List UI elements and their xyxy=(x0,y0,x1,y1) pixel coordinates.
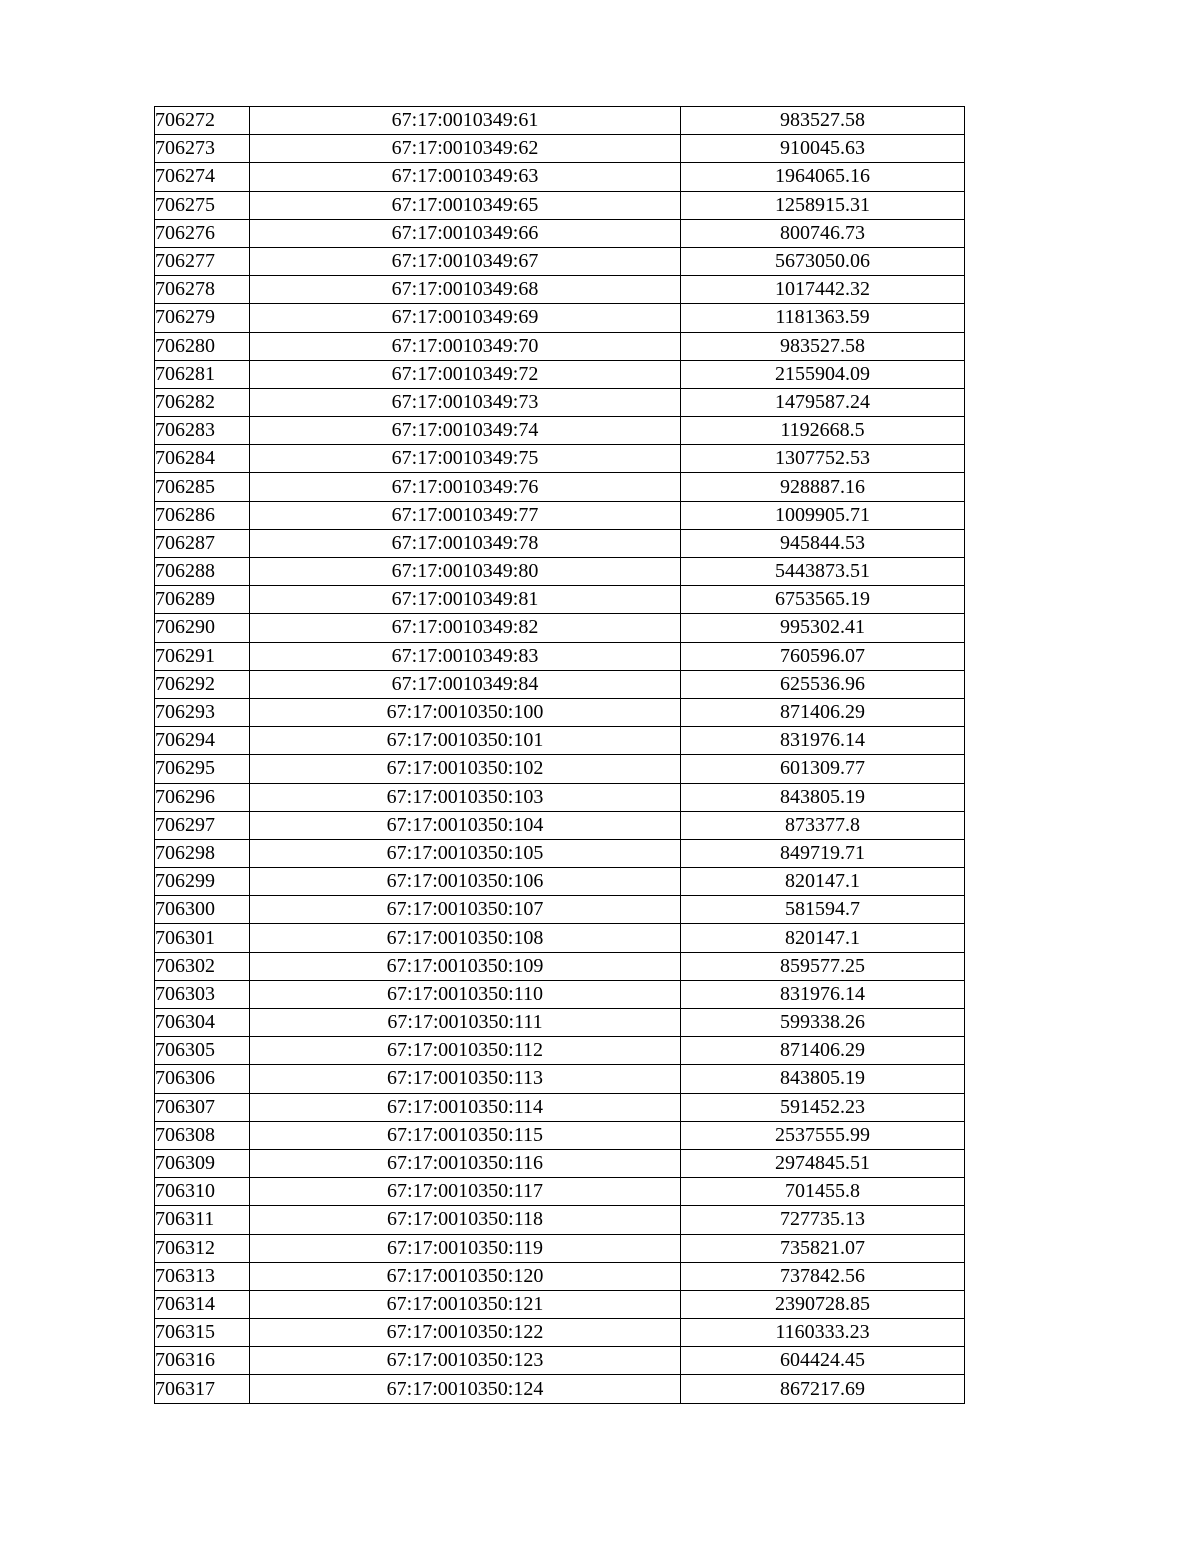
cadastral-number-cell: 67:17:0010350:107 xyxy=(250,896,681,924)
cadastral-value-cell: 820147.1 xyxy=(681,924,965,952)
table-row xyxy=(155,107,965,135)
cadastral-number-cell: 67:17:0010350:102 xyxy=(250,755,681,783)
row-number-cell: 706317 xyxy=(155,1375,250,1403)
cadastral-number-cell: 67:17:0010349:74 xyxy=(250,417,681,445)
table-row xyxy=(155,445,965,473)
cadastral-value-cell: 910045.63 xyxy=(681,135,965,163)
cadastral-value-cell: 1479587.24 xyxy=(681,388,965,416)
row-number-cell: 706300 xyxy=(155,896,250,924)
table-row xyxy=(155,952,965,980)
table-row xyxy=(155,755,965,783)
row-number-cell: 706312 xyxy=(155,1234,250,1262)
table-row xyxy=(155,1206,965,1234)
cadastral-number-cell: 67:17:0010350:111 xyxy=(250,1009,681,1037)
cadastral-number-cell: 67:17:0010350:105 xyxy=(250,839,681,867)
row-number-cell: 706316 xyxy=(155,1347,250,1375)
cadastral-value-cell: 873377.8 xyxy=(681,811,965,839)
row-number-cell: 706276 xyxy=(155,219,250,247)
row-number-cell: 706299 xyxy=(155,868,250,896)
row-number-cell: 706280 xyxy=(155,332,250,360)
row-number-cell: 706282 xyxy=(155,388,250,416)
cadastral-number-cell: 67:17:0010350:118 xyxy=(250,1206,681,1234)
cadastral-value-cell: 945844.53 xyxy=(681,529,965,557)
row-number-cell: 706293 xyxy=(155,698,250,726)
row-number-cell: 706314 xyxy=(155,1290,250,1318)
cadastral-value-cell: 2974845.51 xyxy=(681,1149,965,1177)
cadastral-number-cell: 67:17:0010350:104 xyxy=(250,811,681,839)
cadastral-value-cell: 1258915.31 xyxy=(681,191,965,219)
cadastral-value-cell: 735821.07 xyxy=(681,1234,965,1262)
cadastral-value-cell: 843805.19 xyxy=(681,783,965,811)
cadastral-number-cell: 67:17:0010350:114 xyxy=(250,1093,681,1121)
row-number-cell: 706313 xyxy=(155,1262,250,1290)
cadastral-number-cell: 67:17:0010349:62 xyxy=(250,135,681,163)
cadastral-value-cell: 2537555.99 xyxy=(681,1121,965,1149)
cadastral-value-cell: 871406.29 xyxy=(681,698,965,726)
table-row xyxy=(155,1234,965,1262)
row-number-cell: 706292 xyxy=(155,670,250,698)
table-body xyxy=(155,107,965,1404)
cadastral-number-cell: 67:17:0010350:100 xyxy=(250,698,681,726)
table-row xyxy=(155,1065,965,1093)
table-row xyxy=(155,783,965,811)
table-row xyxy=(155,698,965,726)
cadastral-value-cell: 599338.26 xyxy=(681,1009,965,1037)
table-row xyxy=(155,360,965,388)
cadastral-value-cell: 701455.8 xyxy=(681,1178,965,1206)
cadastral-number-cell: 67:17:0010350:123 xyxy=(250,1347,681,1375)
cadastral-number-cell: 67:17:0010349:67 xyxy=(250,247,681,275)
cadastral-value-cell: 6753565.19 xyxy=(681,586,965,614)
row-number-cell: 706286 xyxy=(155,501,250,529)
row-number-cell: 706311 xyxy=(155,1206,250,1234)
cadastral-number-cell: 67:17:0010349:70 xyxy=(250,332,681,360)
table-row xyxy=(155,1319,965,1347)
row-number-cell: 706294 xyxy=(155,727,250,755)
cadastral-number-cell: 67:17:0010350:103 xyxy=(250,783,681,811)
table-row xyxy=(155,811,965,839)
table-row xyxy=(155,332,965,360)
table-row xyxy=(155,614,965,642)
row-number-cell: 706283 xyxy=(155,417,250,445)
cadastral-number-cell: 67:17:0010350:116 xyxy=(250,1149,681,1177)
cadastral-value-cell: 1192668.5 xyxy=(681,417,965,445)
row-number-cell: 706273 xyxy=(155,135,250,163)
cadastral-value-cell: 760596.07 xyxy=(681,642,965,670)
row-number-cell: 706306 xyxy=(155,1065,250,1093)
cadastral-value-cell: 625536.96 xyxy=(681,670,965,698)
row-number-cell: 706284 xyxy=(155,445,250,473)
table-row xyxy=(155,219,965,247)
cadastral-number-cell: 67:17:0010350:120 xyxy=(250,1262,681,1290)
cadastral-number-cell: 67:17:0010350:124 xyxy=(250,1375,681,1403)
cadastral-value-cell: 995302.41 xyxy=(681,614,965,642)
cadastral-value-cell: 867217.69 xyxy=(681,1375,965,1403)
row-number-cell: 706310 xyxy=(155,1178,250,1206)
cadastral-number-cell: 67:17:0010350:112 xyxy=(250,1037,681,1065)
row-number-cell: 706297 xyxy=(155,811,250,839)
table-row xyxy=(155,1093,965,1121)
row-number-cell: 706301 xyxy=(155,924,250,952)
cadastral-value-table xyxy=(154,106,965,1404)
cadastral-number-cell: 67:17:0010350:109 xyxy=(250,952,681,980)
cadastral-value-cell: 831976.14 xyxy=(681,727,965,755)
cadastral-number-cell: 67:17:0010349:81 xyxy=(250,586,681,614)
row-number-cell: 706291 xyxy=(155,642,250,670)
table-row xyxy=(155,304,965,332)
table-row xyxy=(155,1009,965,1037)
table-row xyxy=(155,1178,965,1206)
cadastral-value-cell: 2155904.09 xyxy=(681,360,965,388)
cadastral-number-cell: 67:17:0010350:119 xyxy=(250,1234,681,1262)
table-row xyxy=(155,727,965,755)
cadastral-number-cell: 67:17:0010350:110 xyxy=(250,980,681,1008)
cadastral-number-cell: 67:17:0010349:61 xyxy=(250,107,681,135)
table-row xyxy=(155,586,965,614)
cadastral-value-cell: 604424.45 xyxy=(681,1347,965,1375)
cadastral-number-cell: 67:17:0010349:69 xyxy=(250,304,681,332)
cadastral-value-cell: 1964065.16 xyxy=(681,163,965,191)
table-row xyxy=(155,1037,965,1065)
cadastral-value-cell: 1017442.32 xyxy=(681,276,965,304)
table-row xyxy=(155,1262,965,1290)
row-number-cell: 706277 xyxy=(155,247,250,275)
cadastral-number-cell: 67:17:0010349:83 xyxy=(250,642,681,670)
cadastral-number-cell: 67:17:0010350:117 xyxy=(250,1178,681,1206)
cadastral-value-cell: 2390728.85 xyxy=(681,1290,965,1318)
cadastral-number-cell: 67:17:0010349:84 xyxy=(250,670,681,698)
cadastral-value-cell: 581594.7 xyxy=(681,896,965,924)
cadastral-value-cell: 1181363.59 xyxy=(681,304,965,332)
cadastral-value-cell: 5443873.51 xyxy=(681,558,965,586)
cadastral-number-cell: 67:17:0010350:108 xyxy=(250,924,681,952)
cadastral-number-cell: 67:17:0010349:78 xyxy=(250,529,681,557)
table-row xyxy=(155,1121,965,1149)
row-number-cell: 706309 xyxy=(155,1149,250,1177)
table-row xyxy=(155,417,965,445)
table-row xyxy=(155,1290,965,1318)
cadastral-number-cell: 67:17:0010349:77 xyxy=(250,501,681,529)
cadastral-value-cell: 820147.1 xyxy=(681,868,965,896)
table-row xyxy=(155,868,965,896)
cadastral-number-cell: 67:17:0010349:72 xyxy=(250,360,681,388)
row-number-cell: 706305 xyxy=(155,1037,250,1065)
cadastral-value-cell: 871406.29 xyxy=(681,1037,965,1065)
cadastral-number-cell: 67:17:0010349:66 xyxy=(250,219,681,247)
table-row xyxy=(155,247,965,275)
row-number-cell: 706287 xyxy=(155,529,250,557)
table-row xyxy=(155,191,965,219)
row-number-cell: 706289 xyxy=(155,586,250,614)
row-number-cell: 706275 xyxy=(155,191,250,219)
cadastral-value-cell: 737842.56 xyxy=(681,1262,965,1290)
table-row xyxy=(155,924,965,952)
cadastral-value-cell: 983527.58 xyxy=(681,332,965,360)
cadastral-value-cell: 5673050.06 xyxy=(681,247,965,275)
table-row xyxy=(155,1347,965,1375)
cadastral-value-cell: 983527.58 xyxy=(681,107,965,135)
cadastral-number-cell: 67:17:0010349:63 xyxy=(250,163,681,191)
cadastral-value-cell: 928887.16 xyxy=(681,473,965,501)
cadastral-value-cell: 1307752.53 xyxy=(681,445,965,473)
row-number-cell: 706279 xyxy=(155,304,250,332)
cadastral-value-cell: 1009905.71 xyxy=(681,501,965,529)
row-number-cell: 706298 xyxy=(155,839,250,867)
table-row xyxy=(155,163,965,191)
cadastral-value-cell: 601309.77 xyxy=(681,755,965,783)
row-number-cell: 706272 xyxy=(155,107,250,135)
cadastral-value-cell: 727735.13 xyxy=(681,1206,965,1234)
row-number-cell: 706308 xyxy=(155,1121,250,1149)
row-number-cell: 706304 xyxy=(155,1009,250,1037)
row-number-cell: 706302 xyxy=(155,952,250,980)
row-number-cell: 706295 xyxy=(155,755,250,783)
table-row xyxy=(155,980,965,1008)
cadastral-number-cell: 67:17:0010350:121 xyxy=(250,1290,681,1318)
row-number-cell: 706288 xyxy=(155,558,250,586)
table-row xyxy=(155,839,965,867)
cadastral-number-cell: 67:17:0010350:101 xyxy=(250,727,681,755)
table-row xyxy=(155,473,965,501)
cadastral-number-cell: 67:17:0010350:113 xyxy=(250,1065,681,1093)
cadastral-value-cell: 831976.14 xyxy=(681,980,965,1008)
row-number-cell: 706281 xyxy=(155,360,250,388)
cadastral-value-cell: 591452.23 xyxy=(681,1093,965,1121)
table-row xyxy=(155,388,965,416)
cadastral-value-cell: 1160333.23 xyxy=(681,1319,965,1347)
cadastral-value-cell: 859577.25 xyxy=(681,952,965,980)
cadastral-number-cell: 67:17:0010350:106 xyxy=(250,868,681,896)
cadastral-number-cell: 67:17:0010349:82 xyxy=(250,614,681,642)
cadastral-number-cell: 67:17:0010349:80 xyxy=(250,558,681,586)
row-number-cell: 706290 xyxy=(155,614,250,642)
cadastral-number-cell: 67:17:0010349:73 xyxy=(250,388,681,416)
table-row xyxy=(155,501,965,529)
cadastral-value-cell: 849719.71 xyxy=(681,839,965,867)
table-row xyxy=(155,642,965,670)
table-row xyxy=(155,135,965,163)
cadastral-value-cell: 800746.73 xyxy=(681,219,965,247)
row-number-cell: 706285 xyxy=(155,473,250,501)
row-number-cell: 706307 xyxy=(155,1093,250,1121)
table-row xyxy=(155,529,965,557)
row-number-cell: 706296 xyxy=(155,783,250,811)
cadastral-number-cell: 67:17:0010349:75 xyxy=(250,445,681,473)
row-number-cell: 706303 xyxy=(155,980,250,1008)
table-row xyxy=(155,276,965,304)
cadastral-number-cell: 67:17:0010349:68 xyxy=(250,276,681,304)
table-row xyxy=(155,1375,965,1403)
cadastral-number-cell: 67:17:0010350:122 xyxy=(250,1319,681,1347)
table-row xyxy=(155,1149,965,1177)
row-number-cell: 706274 xyxy=(155,163,250,191)
table-row xyxy=(155,896,965,924)
row-number-cell: 706278 xyxy=(155,276,250,304)
table-row xyxy=(155,670,965,698)
cadastral-value-cell: 843805.19 xyxy=(681,1065,965,1093)
cadastral-number-cell: 67:17:0010349:65 xyxy=(250,191,681,219)
table-row xyxy=(155,558,965,586)
cadastral-number-cell: 67:17:0010349:76 xyxy=(250,473,681,501)
cadastral-number-cell: 67:17:0010350:115 xyxy=(250,1121,681,1149)
row-number-cell: 706315 xyxy=(155,1319,250,1347)
